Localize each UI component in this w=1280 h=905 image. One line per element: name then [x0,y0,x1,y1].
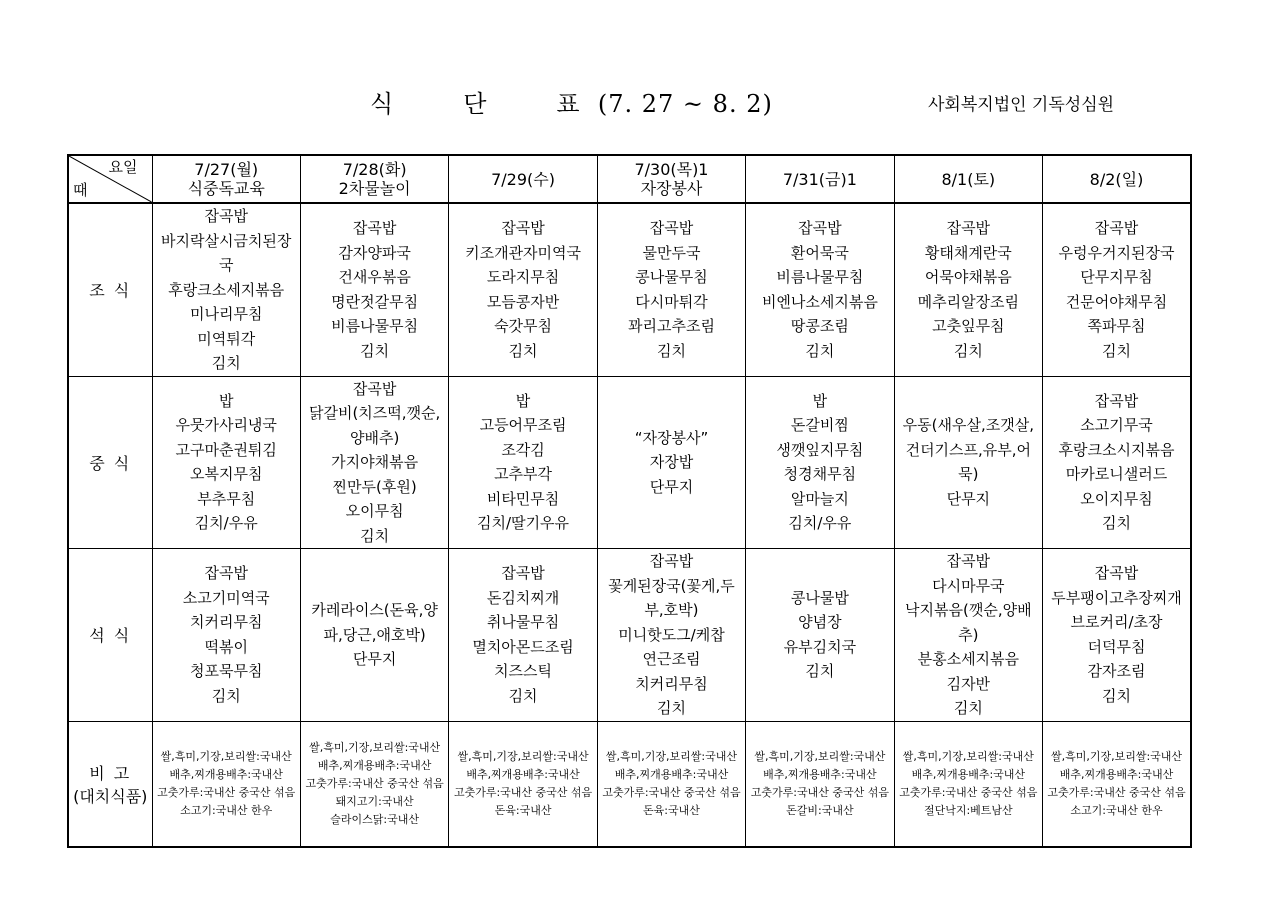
note-item: 쌀,흑미,기장,보리쌀:국내산 [309,740,441,754]
menu-item: 미역튀각 [197,329,256,348]
menu-item: 명란젓갈무침 [331,292,419,311]
meal-label [68,203,152,376]
menu-item: 환어묵국 [790,243,849,262]
menu-cell [152,549,300,722]
menu-item: 미나리무침 [189,305,263,323]
menu-table [67,154,1192,848]
day-date: 8/1(토) [941,169,996,189]
note-item: 돈갈비:국내산 [786,803,854,817]
menu-item: 콩나물무침 [635,268,708,287]
menu-item: 가지야채볶음 [331,453,419,471]
note-item: 슬라이스닭:국내산 [330,812,419,826]
note-cell [449,721,597,847]
menu-cell [300,549,448,722]
menu-item: 청포묵무침 [189,662,263,681]
menu-item: 잡곡밥 [1094,219,1139,238]
menu-item: 더덕무침 [1087,637,1146,656]
menu-item: 꽈리고추조림 [628,317,715,336]
day-header [597,155,745,203]
menu-item: 김치/딸기우유 [477,514,570,533]
menu-cell [597,203,745,376]
menu-item: 단무지 [649,477,694,496]
menu-item: 마카로니샐러드 [1065,465,1168,484]
menu-item: 김자반 [946,674,991,693]
menu-cell [449,203,597,376]
meal-label [68,549,152,722]
meal-label-text: 석 식 [89,626,132,646]
menu-item: 고추부각 [494,465,553,484]
menu-item: 두부팽이고추장찌개 [1051,588,1182,607]
note-item: 고춧가루:국내산 중국산 섞음 [899,785,1038,799]
menu-item: 김치 [656,341,686,360]
note-item: 쌀,흑미,기장,보리쌀:국내산 [457,749,589,763]
menu-item: 미니핫도그/케찹 [618,625,725,644]
note-item: 배추,찌개용배추:국내산 [466,767,580,781]
meal-label-text: 비 고 [89,763,132,783]
menu-item: 돈갈비찜 [790,416,849,435]
page-title: 식 단 표 (7. 27 ~ 8. 2) [370,90,773,118]
menu-cell [449,376,597,549]
menu-cell [746,549,894,722]
meal-label-text: 조 식 [89,281,132,301]
menu-item: 꽃게된장국(꽃게,두부,호박) [608,576,735,619]
note-item: 소고기:국내산 한우 [180,803,273,817]
menu-item: 다시마튀각 [635,292,708,311]
meal-label [68,376,152,549]
menu-item: 연근조림 [642,650,701,668]
menu-item: 잡곡밥 [798,219,842,238]
menu-item: 돈김치찌개 [486,588,560,607]
menu-item: 조각김 [501,440,545,459]
menu-item: 김치 [1102,686,1131,705]
menu-item: 고등어무조림 [479,416,567,435]
note-cell [300,721,448,847]
menu-cell [746,376,894,549]
note-item: 쌀,흑미,기장,보리쌀:국내산 [605,749,738,763]
menu-item: 도라지무침 [486,268,560,287]
menu-item: 김치 [805,341,835,360]
notes-row [68,721,1191,847]
menu-cell [597,549,745,722]
note-item: 쌀,흑미,기장,보리쌀:국내산 [160,749,292,763]
menu-item: 잡곡밥 [649,219,694,238]
day-date: 7/31(금)1 [782,169,857,189]
note-item: 배추,찌개용배추:국내산 [763,767,877,781]
menu-item: 소고기무국 [1080,416,1153,435]
menu-item: 양념장 [798,613,842,632]
menu-item: 취나물무침 [486,613,560,632]
menu-item: 낙지볶음(깻순,양배추) [905,601,1032,644]
note-item: 절단낙지:베트남산 [923,803,1013,817]
menu-cell [746,203,894,376]
menu-item: 다시마무국 [932,576,1005,595]
corner-day-label: 요일 [108,158,138,176]
menu-item: 후랑크소세지볶음 [168,280,285,299]
menu-cell [152,203,300,376]
menu-item: 김치 [360,526,390,545]
meal-row [68,376,1191,549]
day-header [894,155,1042,203]
note-item: 고춧가루:국내산 중국산 섞음 [305,776,444,790]
meal-label-sub: (대치식품) [73,786,148,806]
note-cell [894,721,1042,847]
menu-item: 소고기미역국 [182,588,270,607]
day-date: 7/27(월) [194,160,259,179]
note-item: 돼지고기:국내산 [335,794,414,808]
menu-item: 찐만두(후원) [332,477,417,496]
note-item: 배추,찌개용배추:국내산 [317,758,432,772]
menu-item: 닭갈비(치즈떡,깻순,양배추) [308,404,441,447]
menu-item: 오복지무침 [189,465,263,484]
note-cell [152,721,300,847]
menu-cell [300,376,448,549]
menu-item: 김치 [1102,514,1131,533]
day-date: 8/2(일) [1089,169,1144,189]
note-item: 배추,찌개용배추:국내산 [1059,767,1174,781]
note-item: 고춧가루:국내산 중국산 섞음 [1047,785,1186,799]
menu-item: 부추무침 [197,489,256,508]
menu-item: 황태채계란국 [924,243,1012,262]
menu-item: 잡곡밥 [204,207,248,225]
menu-cell [894,376,1042,549]
day-date: 7/28(화) [342,160,407,179]
menu-item: 밥 [812,391,828,410]
note-cell [1043,721,1191,847]
note-item: 쌀,흑미,기장,보리쌀:국내산 [1050,749,1183,763]
menu-item: 콩나물밥 [790,588,849,607]
menu-item: 멸치아몬드조림 [472,637,574,656]
menu-item: 우뭇가사리냉국 [175,416,277,435]
note-item: 돈육:국내산 [643,803,700,817]
day-header [152,155,300,203]
menu-item: 김치/우유 [788,514,852,533]
menu-cell [597,376,745,549]
note-item: 고춧가루:국내산 중국산 섞음 [453,785,593,799]
menu-item: 건문어야채무침 [1065,292,1168,311]
menu-item: “자장봉사” [634,428,709,447]
menu-item: 김치 [508,341,538,360]
menu-item: 감자양파국 [338,243,411,262]
corner-meal-label: 때 [73,181,88,199]
day-header [746,155,894,203]
menu-item: 잡곡밥 [1094,391,1139,410]
menu-item: 물만두국 [642,243,701,262]
menu-item: 단무지무침 [1080,268,1153,287]
day-date: 7/29(수) [491,169,555,189]
menu-item: 분홍소세지볶음 [917,650,1020,668]
menu-item: 오이무침 [345,502,404,520]
menu-item: 잡곡밥 [649,552,694,570]
menu-item: 치즈스틱 [494,662,553,681]
menu-item: 김치 [211,354,241,372]
day-header [300,155,448,203]
menu-item: 김치 [360,341,390,360]
menu-item: 비타민무침 [486,489,560,508]
menu-item: 바지락살시금치된장국 [161,231,292,274]
menu-item: 치커리무침 [189,613,263,632]
note-item: 돈육:국내산 [494,803,552,817]
note-cell [597,721,745,847]
menu-item: 김치 [805,662,835,681]
day-header [449,155,597,203]
menu-item: 밥 [218,391,234,410]
menu-item: 비름나물무침 [331,317,419,336]
menu-item: 잡곡밥 [352,219,397,238]
menu-item: 고구마춘권튀김 [175,440,277,459]
menu-item: 오이지무침 [1080,489,1153,508]
menu-cell [894,549,1042,722]
note-cell [746,721,894,847]
menu-item: 어묵야채볶음 [924,268,1012,287]
menu-item: 자장밥 [649,453,694,471]
meal-row [68,549,1191,722]
menu-item: 후랑크소시지볶음 [1058,440,1175,459]
organization-name: 사회복지법인 기독성심원 [928,95,1115,115]
menu-cell [1043,376,1191,549]
menu-item: 잡곡밥 [501,564,545,583]
day-event: 2차물놀이 [338,179,411,198]
menu-item: 숙갓무침 [494,317,553,336]
menu-item: 키조개관자미역국 [465,243,582,262]
menu-item: 김치/우유 [194,514,258,533]
menu-item: 카레라이스(돈육,양파,당근,애호박) [311,601,438,644]
menu-item: 우렁우거지된장국 [1058,243,1175,262]
note-item: 쌀,흑미,기장,보리쌀:국내산 [754,749,886,763]
menu-item: 잡곡밥 [946,552,991,570]
menu-cell [449,549,597,722]
menu-item: 브로커리/초장 [1070,613,1163,632]
corner-cell [68,155,152,203]
note-item: 소고기:국내산 한우 [1070,803,1163,817]
menu-cell [894,203,1042,376]
menu-item: 알마늘지 [790,489,849,508]
meal-label-text: 중 식 [89,453,132,473]
menu-item: 땅콩조림 [790,317,849,336]
menu-cell [300,203,448,376]
day-date: 7/30(목)1 [634,160,709,179]
menu-item: 비엔나소세지볶음 [761,292,878,311]
menu-item: 잡곡밥 [946,219,991,238]
meal-row [68,203,1191,376]
menu-item: 단무지 [352,650,397,668]
menu-item: 밥 [515,391,531,410]
menu-item: 유부김치국 [783,637,857,656]
menu-item: 김치 [656,699,686,717]
note-item: 쌀,흑미,기장,보리쌀:국내산 [902,749,1034,763]
menu-item: 생깻잎지무침 [776,440,864,459]
menu-item: 김치 [211,686,241,705]
menu-item: 모듬콩자반 [486,292,560,311]
menu-item: 떡볶이 [204,637,248,656]
menu-cell [152,376,300,549]
note-item: 배추,찌개용배추:국내산 [911,767,1026,781]
menu-item: 감자조림 [1087,662,1146,681]
day-event: 식중독교육 [187,179,265,198]
menu-cell [1043,549,1191,722]
note-item: 고춧가루:국내산 중국산 섞음 [157,785,296,799]
menu-item: 잡곡밥 [501,219,545,238]
menu-item: 고춧잎무침 [932,317,1005,336]
menu-item: 쪽파무침 [1087,317,1146,336]
menu-item: 단무지 [946,489,991,508]
header-row [68,155,1191,203]
menu-item: 김치 [953,341,983,360]
menu-item: 김치 [508,686,538,705]
day-header [1043,155,1191,203]
menu-item: 잡곡밥 [1094,564,1139,583]
menu-item: 건새우볶음 [338,268,411,287]
menu-item: 우동(새우살,조갯살,건더기스프,유부,어묵) [902,416,1034,484]
note-item: 배추,찌개용배추:국내산 [169,767,283,781]
menu-item: 김치 [953,699,983,717]
day-event: 자장봉사 [640,179,703,198]
meal-label [68,721,152,847]
menu-item: 메추리알장조림 [917,292,1020,311]
menu-item: 청경채무침 [783,465,857,484]
menu-item: 잡곡밥 [204,564,248,583]
menu-item: 치커리무침 [635,674,708,693]
note-item: 고춧가루:국내산 중국산 섞음 [750,785,889,799]
menu-item: 비름나물무침 [776,268,864,287]
note-item: 고춧가루:국내산 중국산 섞음 [602,785,741,799]
menu-cell [1043,203,1191,376]
menu-item: 김치 [1102,341,1131,360]
note-item: 배추,찌개용배추:국내산 [614,767,729,781]
menu-item: 잡곡밥 [352,379,397,398]
